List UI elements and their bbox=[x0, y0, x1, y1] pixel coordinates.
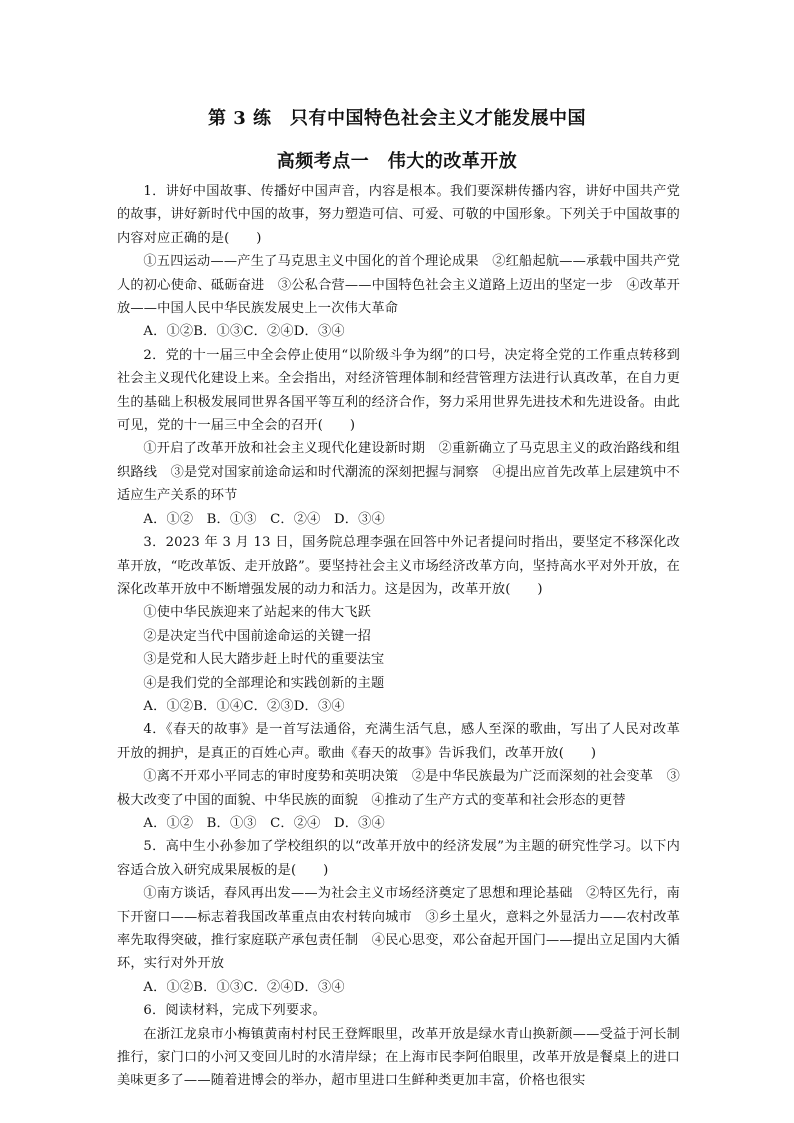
question-3-item: ②是决定当代中国前途命运的关键一招 bbox=[143, 628, 371, 644]
question-5-statements: ①南方谈话，春风再出发——为社会主义市场经济奠定了思想和理论基础 ②特区先行，南下开窗口——标志着我国改革重点由农村转向城市 ③乡土星火，意料之外显活力——农村改革率先取得突破，推行家庭联产承包责任制 ④民心思变，邓公奋起开国门——提出立足国内大循环，实行对外开放 bbox=[117, 886, 680, 972]
question-1-statements: ①五四运动——产生了马克思主义中国化的首个理论成果 ②红船起航——承载中国共产党人的初心使命、砥砺奋进 ③公私合营——中国特色社会主义道路上迈出的坚定一步 ④改革开放——中国人民中华民族发展史上一次伟大革命 bbox=[117, 254, 680, 317]
page-title: 第 3 练 只有中国特色社会主义才能发展中国 bbox=[207, 108, 587, 129]
question-4-stem: 4．《春天的故事》是一首写法通俗，充满生活气息，感人至深的歌曲，写出了人民对改革开放的拥护，是真正的百姓心声。歌曲《春天的故事》告诉我们，改革开放( ) bbox=[117, 722, 680, 761]
question-3-item: ③是党和人民大踏步赶上时代的重要法宝 bbox=[143, 652, 385, 668]
question-2-statements: ①开启了改革开放和社会主义现代化建设新时期 ②重新确立了马克思主义的政治路线和组织路线 ③是党对国家前途命运和时代潮流的深刻把握与洞察 ④提出应首先改革上层建筑中不适应生产关系的环节 bbox=[117, 441, 680, 504]
question-1-stem: 1．讲好中国故事、传播好中国声音，内容是根本。我们要深耕传播内容，讲好中国共产党的故事，讲好新时代中国的故事，努力塑造可信、可爱、可敬的中国形象。下列关于中国故事的内容对应正确的是( ) bbox=[117, 184, 680, 246]
question-4-choices: A．①② B．①③ C．②④ D．③④ bbox=[143, 815, 385, 831]
question-6-stem: 6．阅读材料，完成下列要求。 bbox=[143, 1003, 327, 1019]
question-3-item: ①使中华民族迎来了站起来的伟大飞跃 bbox=[143, 605, 371, 621]
question-1-choices: A．①②B．①③C．②④D．③④ bbox=[143, 324, 345, 340]
question-4-statements: ①离不开邓小平同志的审时度势和英明决策 ②是中华民族最为广泛而深刻的社会变革 ③极大改变了中国的面貌、中华民族的面貌 ④推动了生产方式的变革和社会形态的更替 bbox=[117, 769, 680, 808]
question-5-stem: 5．高中生小孙参加了学校组织的以“改革开放中的经济发展”为主题的研究性学习。以下内容适合放入研究成果展板的是( ) bbox=[117, 839, 680, 878]
questions-body bbox=[117, 180, 680, 1093]
question-2-stem: 2．党的十一届三中全会停止使用“以阶级斗争为纲”的口号，决定将全党的工作重点转移到社会主义现代化建设上来。全会指出，对经济管理体制和经营管理方法进行认真改革，在自力更生的基础上积极发展同世界各国平等互利的经济合作，努力采用世界先进技术和先进设备。由此可见，党的十一届三中全会的召开( ) bbox=[117, 347, 680, 434]
question-3-item: ④是我们党的全部理论和实践创新的主题 bbox=[143, 675, 385, 691]
section-title: 高频考点一 伟大的改革开放 bbox=[276, 151, 518, 172]
question-2-choices: A．①② B．①③ C．②④ D．③④ bbox=[143, 511, 385, 527]
question-6-material: 在浙江龙泉市小梅镇黄南村村民王登辉眼里，改革开放是绿水青山换新颜——受益于河长制推行，家门口的小河又变回儿时的水清岸绿；在上海市民李阿伯眼里，改革开放是餐桌上的进口美味更多了——随着进博会的举办，超市里进口生鲜种类更加丰富，价格也很实 bbox=[117, 1026, 680, 1089]
question-3-stem: 3．2023 年 3 月 13 日，国务院总理李强在回答中外记者提问时指出，要坚定不移深化改革开放，“吃改革饭、走开放路”。要坚持社会主义市场经济改革方向，坚持高水平对外开放，在深化改革开放中不断增强发展的动力和活力。这是因为，改革开放( ) bbox=[117, 535, 680, 597]
question-3-choices: A．①②B．①④C．②③D．③④ bbox=[143, 698, 345, 714]
question-5-choices: A．①②B．①③C．②④D．③④ bbox=[143, 979, 345, 995]
